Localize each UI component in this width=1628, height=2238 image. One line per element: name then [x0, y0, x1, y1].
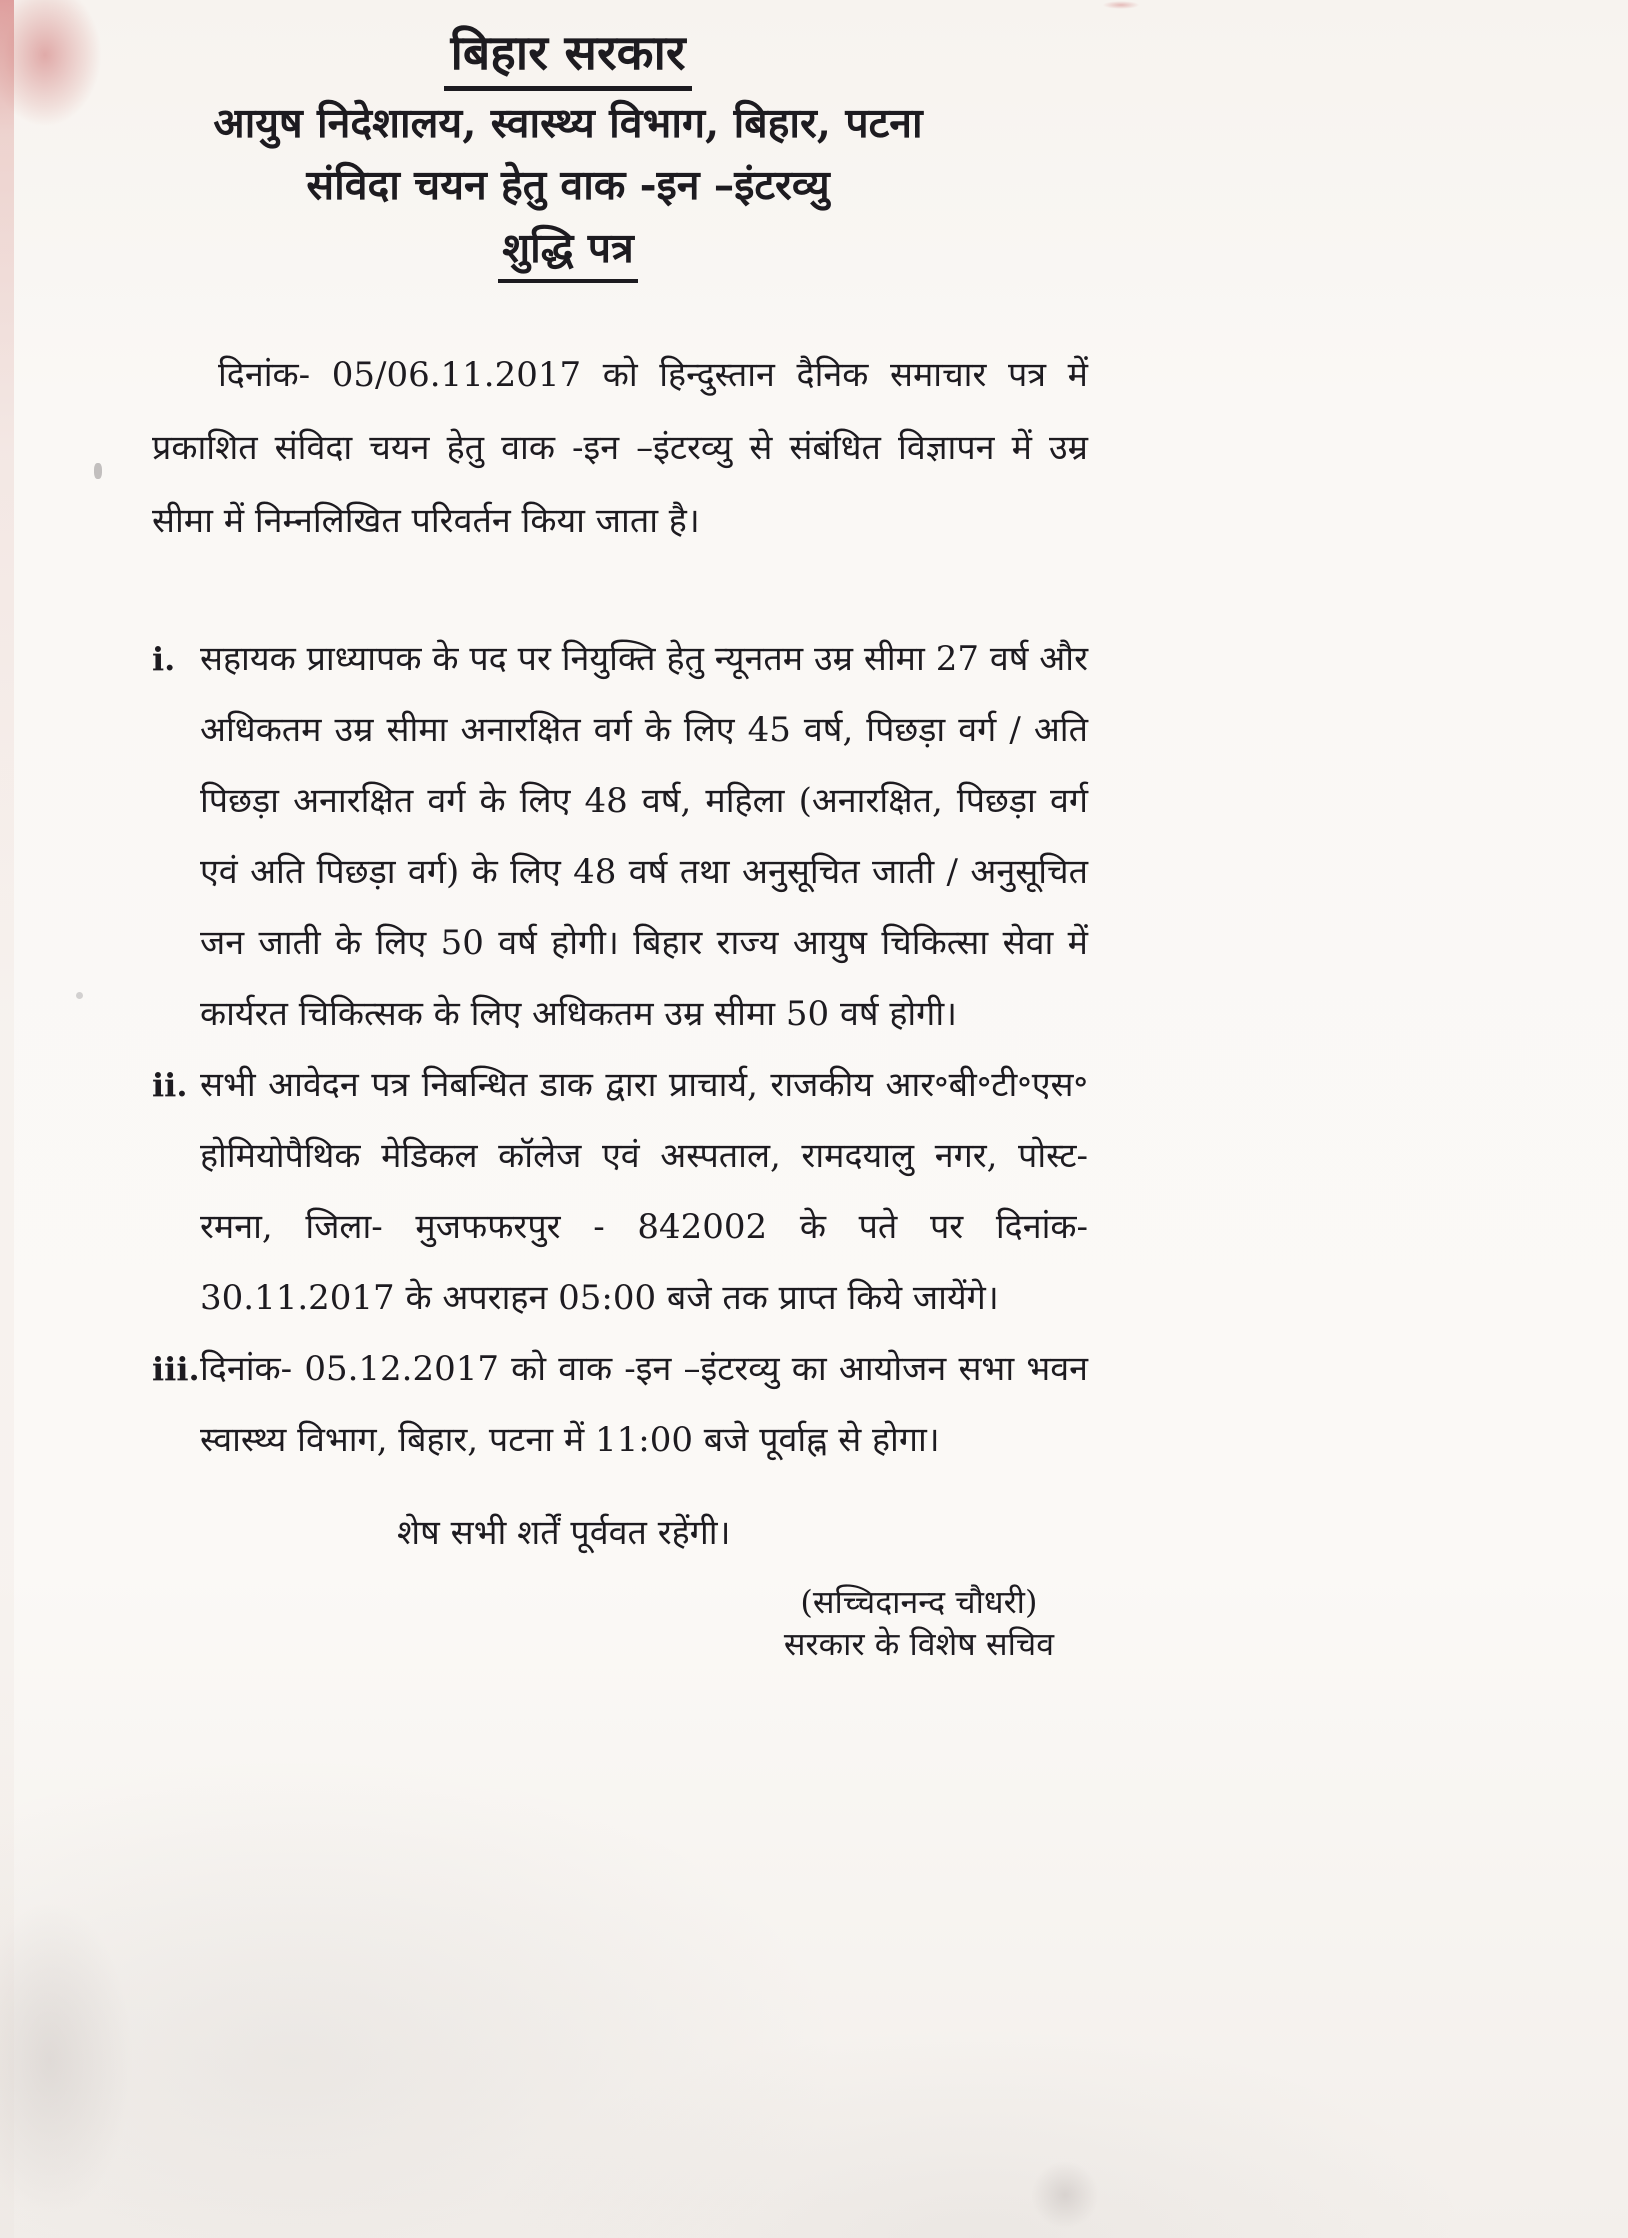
- subject-line: संविदा चयन हेतु वाक -इन –इंटरव्यु: [306, 161, 830, 209]
- numbered-list: [152, 624, 1088, 1476]
- scan-speck-2: [76, 992, 83, 999]
- scan-smudge-top-left: [0, 0, 120, 150]
- scan-speck-top: [1098, 0, 1144, 10]
- signatory-name: (सच्चिदानन्द चौधरी): [800, 1583, 1038, 1621]
- list-item: [152, 1050, 1088, 1334]
- scan-speck-1: [94, 463, 102, 479]
- list-item: [152, 1334, 1088, 1476]
- document-type-wrap: [152, 221, 984, 283]
- scan-crease-bottom-right: [1020, 2150, 1110, 2238]
- list-item-text: दिनांक- 05.12.2017 को वाक -इन –इंटरव्यु का आयोजन सभा भवन स्वास्थ्य विभाग, बिहार, पटना में 11:00 बजे पूर्वाह्न से होगा।: [200, 1349, 1088, 1460]
- document-header: [152, 0, 984, 283]
- list-item: [152, 624, 1088, 1050]
- document-content: [152, 0, 1088, 1665]
- list-item-marker: i.: [152, 640, 176, 678]
- list-item-text: सहायक प्राध्यापक के पद पर नियुक्ति हेतु न्यूनतम उम्र सीमा 27 वर्ष और अधिकतम उम्र सीमा अनारक्षित वर्ग के लिए 45 वर्ष, पिछड़ा वर्ग / अति पिछड़ा अनारक्षित वर्ग के लिए 48 वर्ष, महिला (अनारक्षित, पिछड़ा वर्ग एवं अति पिछड़ा वर्ग) के लिए 48 वर्ष तथा अनुसूचित जाती / अनुसूचित जन जाती के लिए 50 वर्ष होगी। बिहार राज्य आयुष चिकित्सा सेवा में कार्यरत चिकित्सक के लिए अधिकतम उम्र सीमा 50 वर्ष होगी।: [200, 639, 1089, 1034]
- department-line: आयुष निदेशालय, स्वास्थ्य विभाग, बिहार, पटना: [213, 99, 923, 147]
- government-title: बिहार सरकार: [444, 24, 691, 91]
- signature-block: [784, 1581, 1054, 1665]
- signatory-designation: सरकार के विशेष सचिव: [783, 1625, 1054, 1663]
- list-item-text: सभी आवेदन पत्र निबन्धित डाक द्वारा प्राचार्य, राजकीय आर॰बी॰टी॰एस॰ होमियोपैथिक मेडिकल कॉलेज एवं अस्पताल, रामदयालु नगर, पोस्ट- रमना, जिला- मुजफफरपुर - 842002 के पते पर दिनांक- 30.11.2017 के अपराहन 05:00 बजे तक प्राप्त किये जायेंगे।: [200, 1065, 1088, 1318]
- list-item-marker: ii.: [152, 1066, 188, 1104]
- list-item-marker: iii.: [152, 1350, 200, 1388]
- document-type-title: शुद्धि पत्र: [498, 221, 637, 283]
- intro-paragraph: दिनांक- 05/06.11.2017 को हिन्दुस्तान दैनिक समाचार पत्र में प्रकाशित संविदा चयन हेतु वाक -इन –इंटरव्यु से संबंधित विज्ञापन में उम्र सीमा में निम्नलिखित परिवर्तन किया जाता है।: [152, 355, 1088, 541]
- scan-smudge-bottom-left: [0, 1850, 160, 2238]
- closing-line: शेष सभी शर्तें पूर्ववत रहेंगी।: [397, 1513, 731, 1553]
